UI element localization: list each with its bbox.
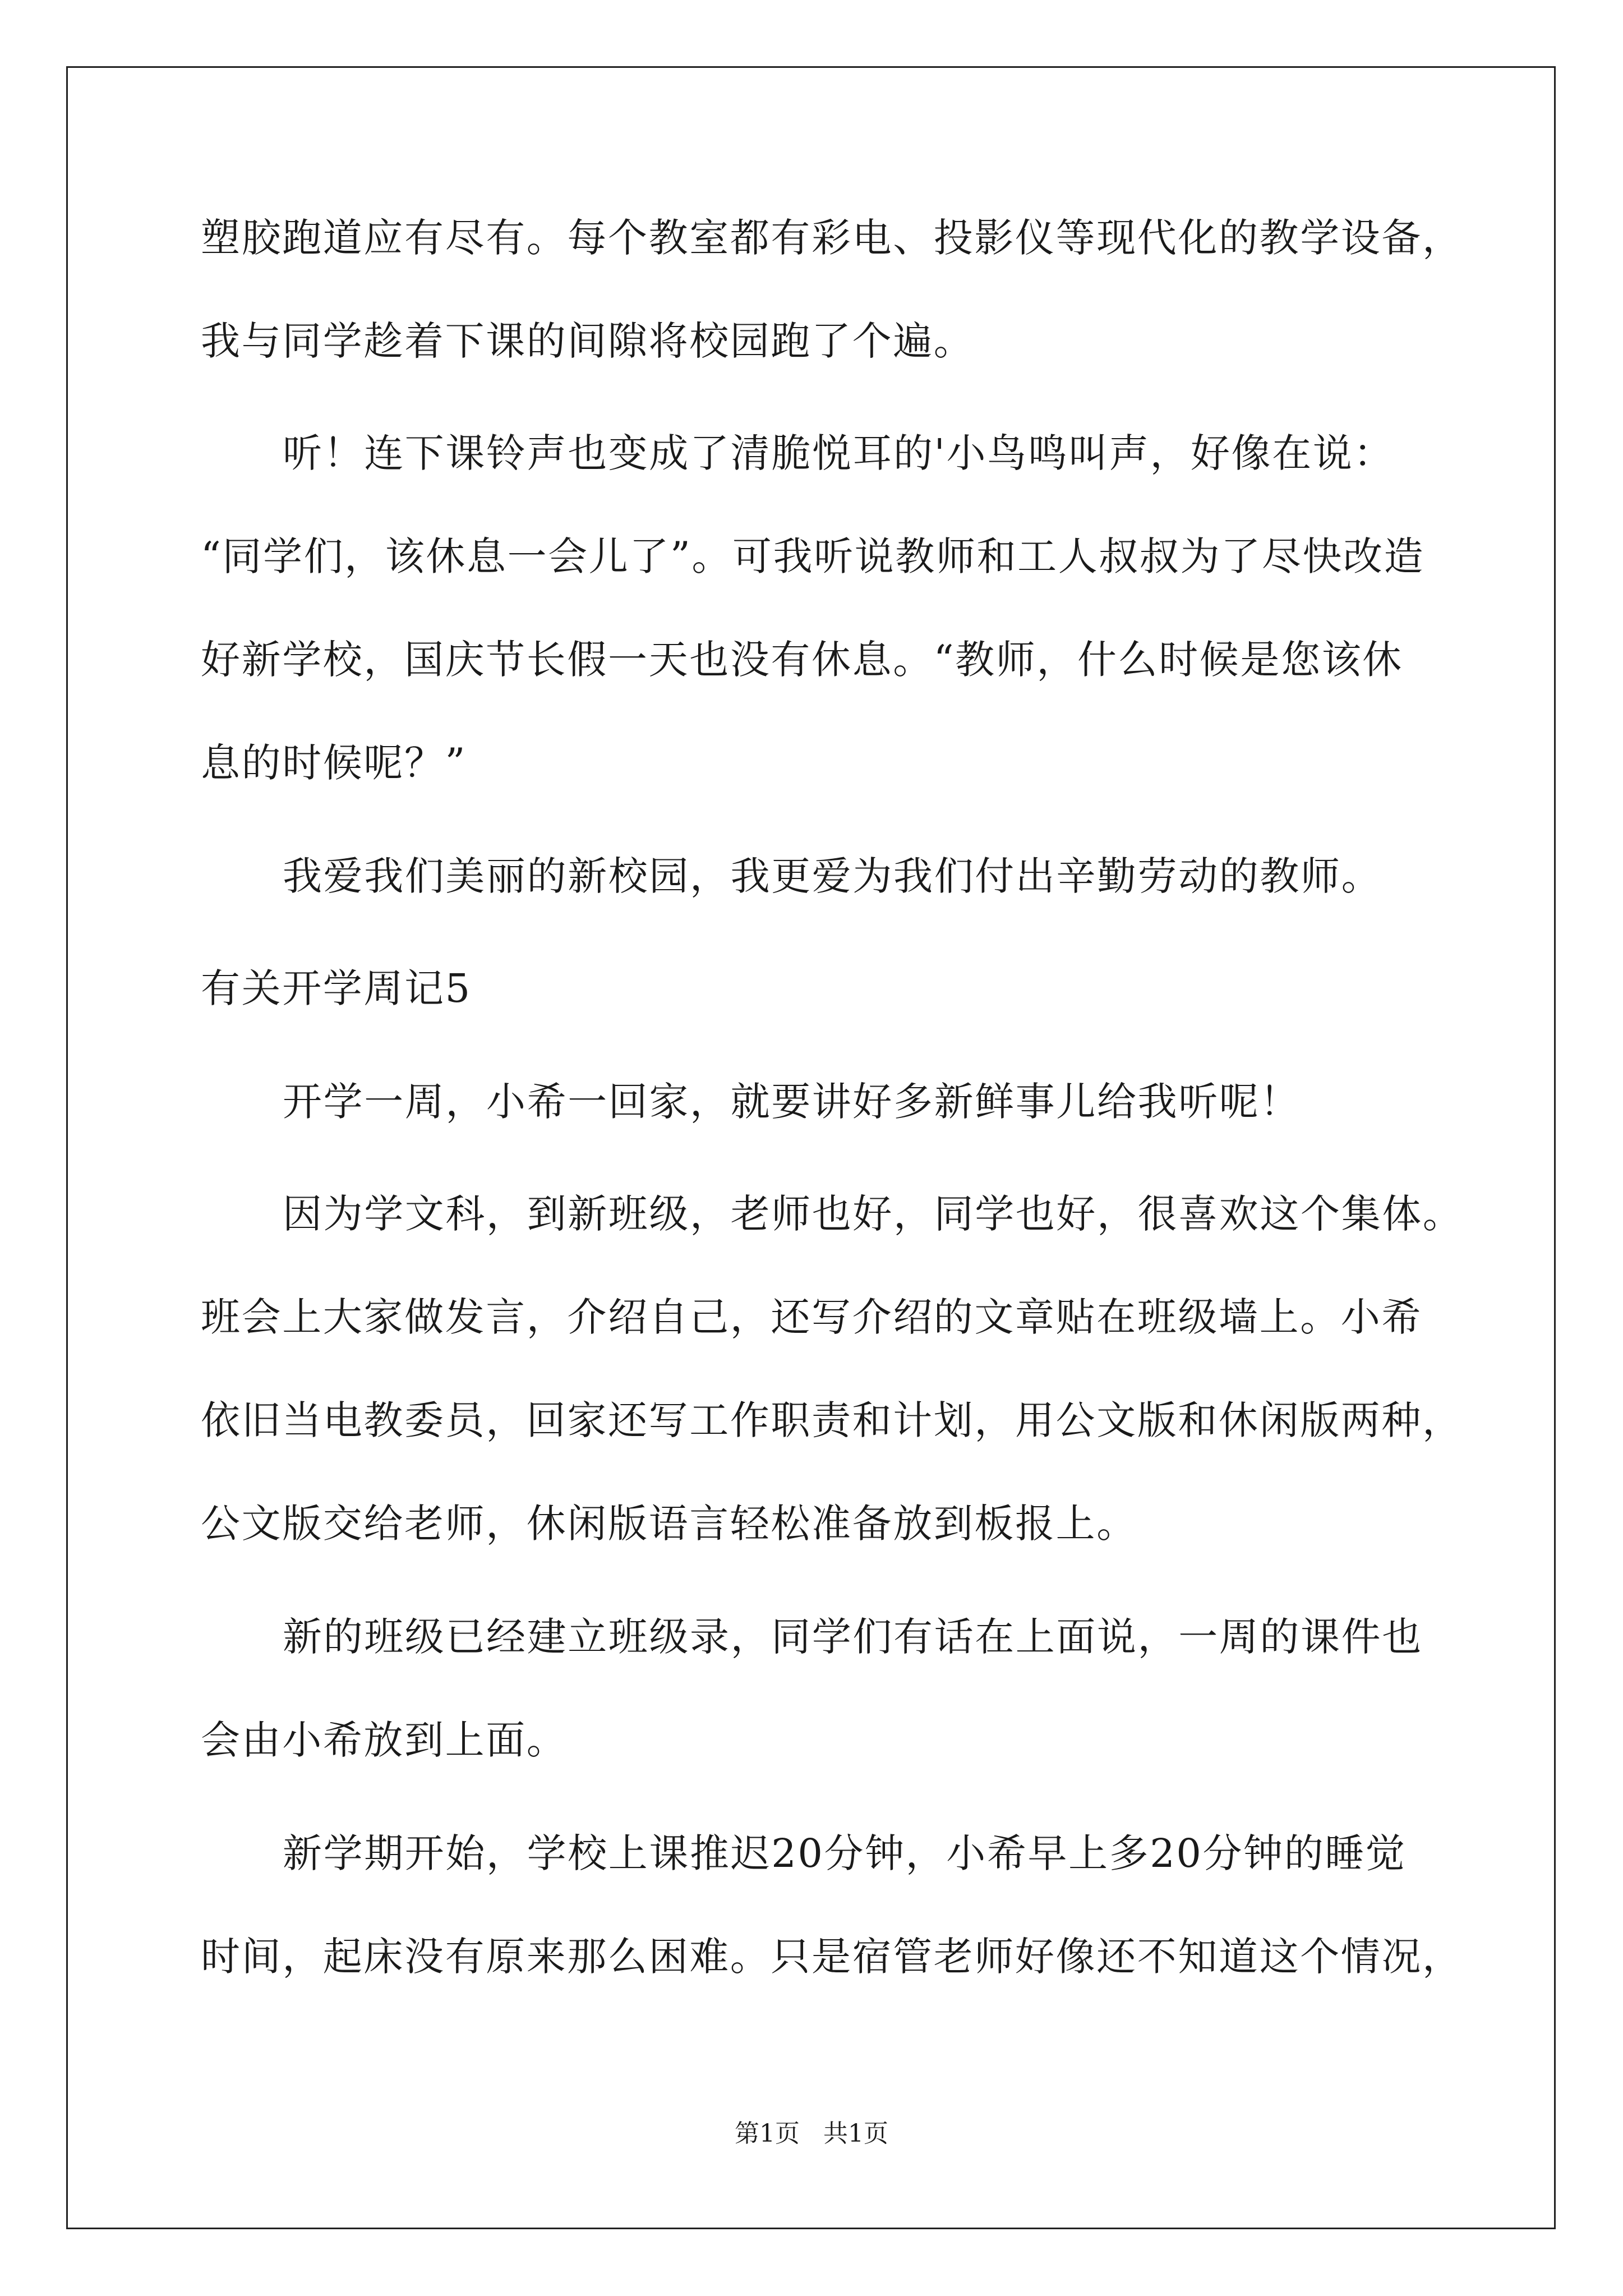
page-number-total: 共1页 (823, 2119, 888, 2148)
paragraph-line: 新的班级已经建立班级录，同学们有话在上面说，一周的课件也 (283, 1614, 1423, 1660)
paragraph-line: 时间，起床没有原来那么困难。只是宿管老师好像还不知道这个情况， (201, 1934, 1463, 1980)
page-number-current: 第1页 (735, 2119, 800, 2148)
paragraph-line: 依旧当电教委员，回家还写工作职责和计划，用公文版和休闲版两种， (201, 1397, 1463, 1443)
paragraph-line: 公文版交给老师，休闲版语言轻松准备放到板报上。 (201, 1501, 1137, 1547)
paragraph-line: 新学期开始，学校上课推迟20分钟，小希早上多20分钟的睡觉 (283, 1830, 1407, 1876)
paragraph-line: 我与同学趁着下课的间隙将校园跑了个遍。 (201, 318, 975, 364)
paragraph-line: 塑胶跑道应有尽有。每个教室都有彩电、投影仪等现代化的教学设备， (201, 215, 1463, 261)
paragraph-line: 好新学校，国庆节长假一天也没有休息。“教师，什么时候是您该休 (201, 637, 1403, 683)
paragraph-line: 开学一周，小希一回家，就要讲好多新鲜事儿给我听呢！ (283, 1079, 1301, 1125)
paragraph-line: 班会上大家做发言，介绍自己，还写介绍的文章贴在班级墙上。小希 (201, 1294, 1422, 1340)
paragraph-line: 息的时候呢？” (201, 740, 467, 786)
page-border (66, 66, 1556, 2229)
paragraph-line: 我爱我们美丽的新校园，我更爱为我们付出辛勤劳动的教师。 (283, 853, 1382, 899)
paragraph-line: “同学们，该休息一会儿了”。可我听说教师和工人叔叔为了尽快改造 (201, 533, 1425, 579)
section-heading: 有关开学周记5 (201, 965, 472, 1011)
paragraph-line: 因为学文科，到新班级，老师也好，同学也好，很喜欢这个集体。 (283, 1191, 1464, 1237)
page-footer (0, 2118, 1623, 2150)
paragraph-line: 听！连下课铃声也变成了清脆悦耳的'小鸟鸣叫声，好像在说： (283, 430, 1395, 476)
paragraph-line: 会由小希放到上面。 (201, 1717, 568, 1763)
